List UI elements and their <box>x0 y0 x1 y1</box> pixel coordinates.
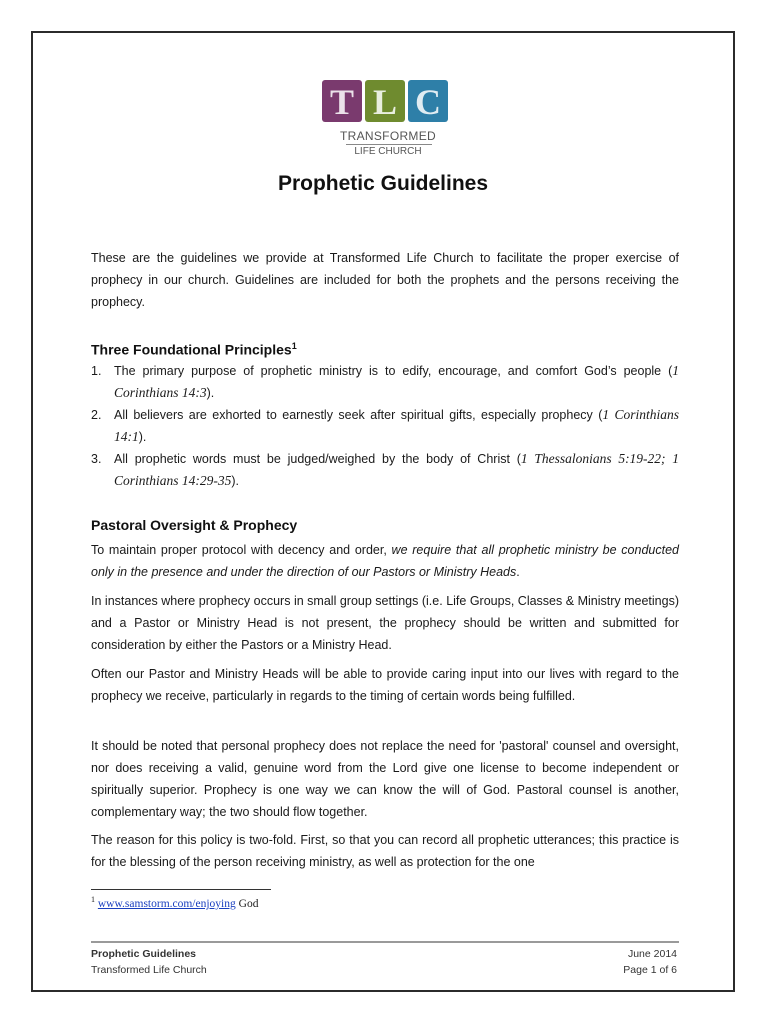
footnote <box>91 895 258 910</box>
svg-text:L: L <box>372 82 398 122</box>
svg-text:C: C <box>415 82 441 122</box>
scripture-ref: 1 Thessalonians 5:19-22; 1 Corinthians 14:29-35 <box>114 451 680 488</box>
scripture-ref: 1 Corinthians 14:1 <box>114 407 679 444</box>
list-item <box>91 404 679 448</box>
section-heading-oversight: Pastoral Oversight & Prophecy <box>91 517 298 533</box>
page-title: Prophetic Guidelines <box>277 172 489 195</box>
oversight-paragraph-5: The reason for this policy is two-fold. First, so that you can record all prophetic utterances; this practice is for the blessing of the person receiving ministry, as well as protection for the one <box>91 833 679 869</box>
p1-tail: . <box>516 565 520 579</box>
logo-divider <box>346 144 432 145</box>
list-item <box>91 360 679 404</box>
list-tail: ). <box>231 474 240 488</box>
list-number: 1. <box>91 364 102 378</box>
church-logo <box>318 80 458 160</box>
footer-divider <box>91 941 679 943</box>
oversight-paragraph-1 <box>91 539 679 583</box>
footer-left <box>91 946 207 978</box>
footer-doc-title: Prophetic Guidelines <box>91 948 197 960</box>
p1-emphasis: we require that all prophetic ministry be conducted only in the presence and under the direction of our Pastors or Ministry Heads <box>91 543 679 579</box>
tlc-logo-icon <box>322 80 452 122</box>
list-tail: ). <box>206 386 215 400</box>
footnote-divider <box>91 889 271 890</box>
oversight-paragraph-4: It should be noted that personal prophecy does not replace the need for 'pastoral' counsel and oversight, nor does receiving a valid, genuine word from the Lord give one license to become independent or spiritually superior. Prophecy is one way we can know the will of God. Pastoral counsel is another, complementary way; the two should flow together. <box>91 739 679 819</box>
principles-list <box>91 360 679 492</box>
list-number: 3. <box>91 452 102 466</box>
document-page <box>31 31 735 992</box>
oversight-paragraph-2: In instances where prophecy occurs in small group settings (i.e. Life Groups, Classes & Ministry meetings) and a Pastor or Ministry Head is not present, the prophecy should be written and submitted for consideration by either the Pastors or a Ministry Head. <box>91 594 679 652</box>
list-item <box>91 448 679 492</box>
section-heading-principles <box>91 341 297 358</box>
list-tail: ). <box>138 430 147 444</box>
footer-page-number: Page 1 of 6 <box>623 964 677 976</box>
logo-line1: TRANSFORMED <box>340 129 436 143</box>
list-number: 2. <box>91 408 102 422</box>
footer-date: June 2014 <box>627 948 677 960</box>
footnote-number: 1 <box>91 895 95 904</box>
list-text: The primary purpose of prophetic ministry is to edify, encourage, and comfort God’s people ( <box>114 364 673 378</box>
list-text: All prophetic words must be judged/weighed by the body of Christ ( <box>114 452 521 466</box>
svg-text:T: T <box>329 82 355 122</box>
footer-right <box>623 946 677 978</box>
list-text: All believers are exhorted to earnestly seek after spiritual gifts, especially prophecy ( <box>114 408 603 422</box>
footnote-link[interactable]: www.samstorm.com/enjoying <box>97 897 236 910</box>
footnote-tail: God <box>235 897 259 910</box>
p1-lead: To maintain proper protocol with decency and order, <box>91 543 392 557</box>
scripture-ref: 1 Corinthians 14:3 <box>114 363 679 400</box>
intro-paragraph: These are the guidelines we provide at Transformed Life Church to facilitate the proper exercise of prophecy in our church. Guidelines are included for both the prophets and the persons receiving the prophecy. <box>91 251 679 309</box>
logo-line2: LIFE CHURCH <box>354 146 422 157</box>
footer-org: Transformed Life Church <box>91 964 207 976</box>
section-heading-text: Three Foundational Principles <box>91 341 292 358</box>
oversight-paragraph-3: Often our Pastor and Ministry Heads will be able to provide caring input into our lives with regard to the prophecy we receive, particularly in regards to the timing of certain words being fulfilled. <box>91 667 679 703</box>
footnote-marker: 1 <box>291 341 297 351</box>
